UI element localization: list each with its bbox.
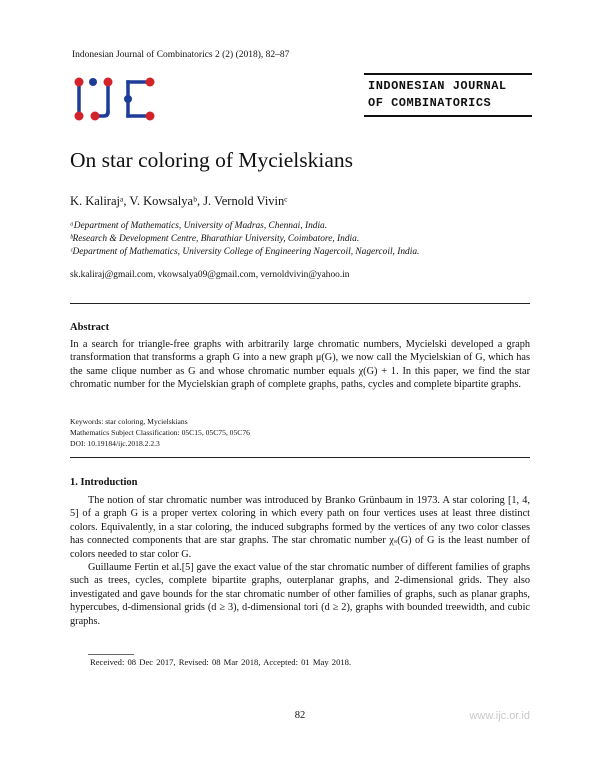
paper-title: On star coloring of Mycielskians	[70, 148, 354, 172]
affiliation-b: ᵇResearch & Development Centre, Bharathiar University, Coimbatore, India.	[70, 234, 360, 244]
journal-website[interactable]: www.ijc.or.id	[469, 710, 530, 722]
abstract-text	[70, 338, 530, 392]
author-emails: sk.kaliraj@gmail.com, vkowsalya09@gmail.com, vernoldvivin@yahoo.in	[70, 270, 350, 280]
keywords: Keywords: star coloring, Mycielskians	[70, 417, 188, 426]
running-head: Indonesian Journal of Combinatorics 2 (2) (2018), 82–87	[72, 50, 290, 60]
journal-name-line1: INDONESIAN JOURNAL	[368, 79, 507, 93]
doi: DOI: 10.19184/ijc.2018.2.2.3	[70, 439, 160, 448]
author-list: K. Kalirajᵃ, V. Kowsalyaᵇ, J. Vernold Vivinᶜ	[70, 194, 288, 208]
intro-paragraph-2: Guillaume Fertin et al.[5] gave the exact value of the star chromatic number of different families of graphs such as trees, cycles, complete bipartite graphs, outerplanar graphs, and 2-dimensional grids. They also investigated and gave bounds for the star chromatic number of other families of graphs, such as planar graphs, hypercubes, d-dimensional grids (d ≥ 3), d-dimensional tori (d ≥ 2), graphs with bounded treewidth, and cubic graphs.	[70, 562, 530, 627]
msc-codes: Mathematics Subject Classification: 05C15, 05C75, 05C76	[70, 428, 250, 437]
affiliation-c: ᶜDepartment of Mathematics, University College of Engineering Nagercoil, Nagercoil, India.	[70, 247, 420, 257]
introduction-body	[70, 494, 530, 628]
intro-paragraph-1: The notion of star chromatic number was introduced by Branko Grünbaum in 1973. A star coloring [1, 4, 5] of a graph G is a proper vertex coloring in which every path on four vertices uses at least three distinct colors. Equivalently, in a star coloring, the induced subgraphs formed by the vertices of any two color classes has connected components that are star graphs. The star chromatic number χₛ(G) of G is the least number of colors needed to star color G.	[70, 495, 530, 560]
journal-name-line2: OF COMBINATORICS	[368, 96, 492, 110]
journal-logo	[70, 76, 160, 122]
abstract-paragraph: In a search for triangle-free graphs with arbitrarily large chromatic numbers, Mycielski developed a graph transformation that transforms a graph G into a new graph μ(G), we now call the Mycielskian of G, which has the same clique number as G and whose chromatic number equals χ(G) + 1. In this paper, we find the star chromatic number for the Mycielskian graph of complete graphs, paths, cycles and complete bipartite graphs.	[70, 339, 530, 391]
received-dates: Received: 08 Dec 2017, Revised: 08 Mar 2018, Accepted: 01 May 2018.	[90, 657, 352, 667]
affiliation-a: ᵃDepartment of Mathematics, University of Madras, Chennai, India.	[70, 221, 328, 231]
divider-top	[70, 303, 530, 304]
divider-bottom	[70, 457, 530, 458]
abstract-heading: Abstract	[70, 322, 110, 333]
section-heading-introduction: 1. Introduction	[70, 477, 138, 488]
journal-name-box	[364, 73, 532, 117]
page-number: 82	[294, 710, 306, 721]
footnote-rule	[88, 654, 134, 655]
